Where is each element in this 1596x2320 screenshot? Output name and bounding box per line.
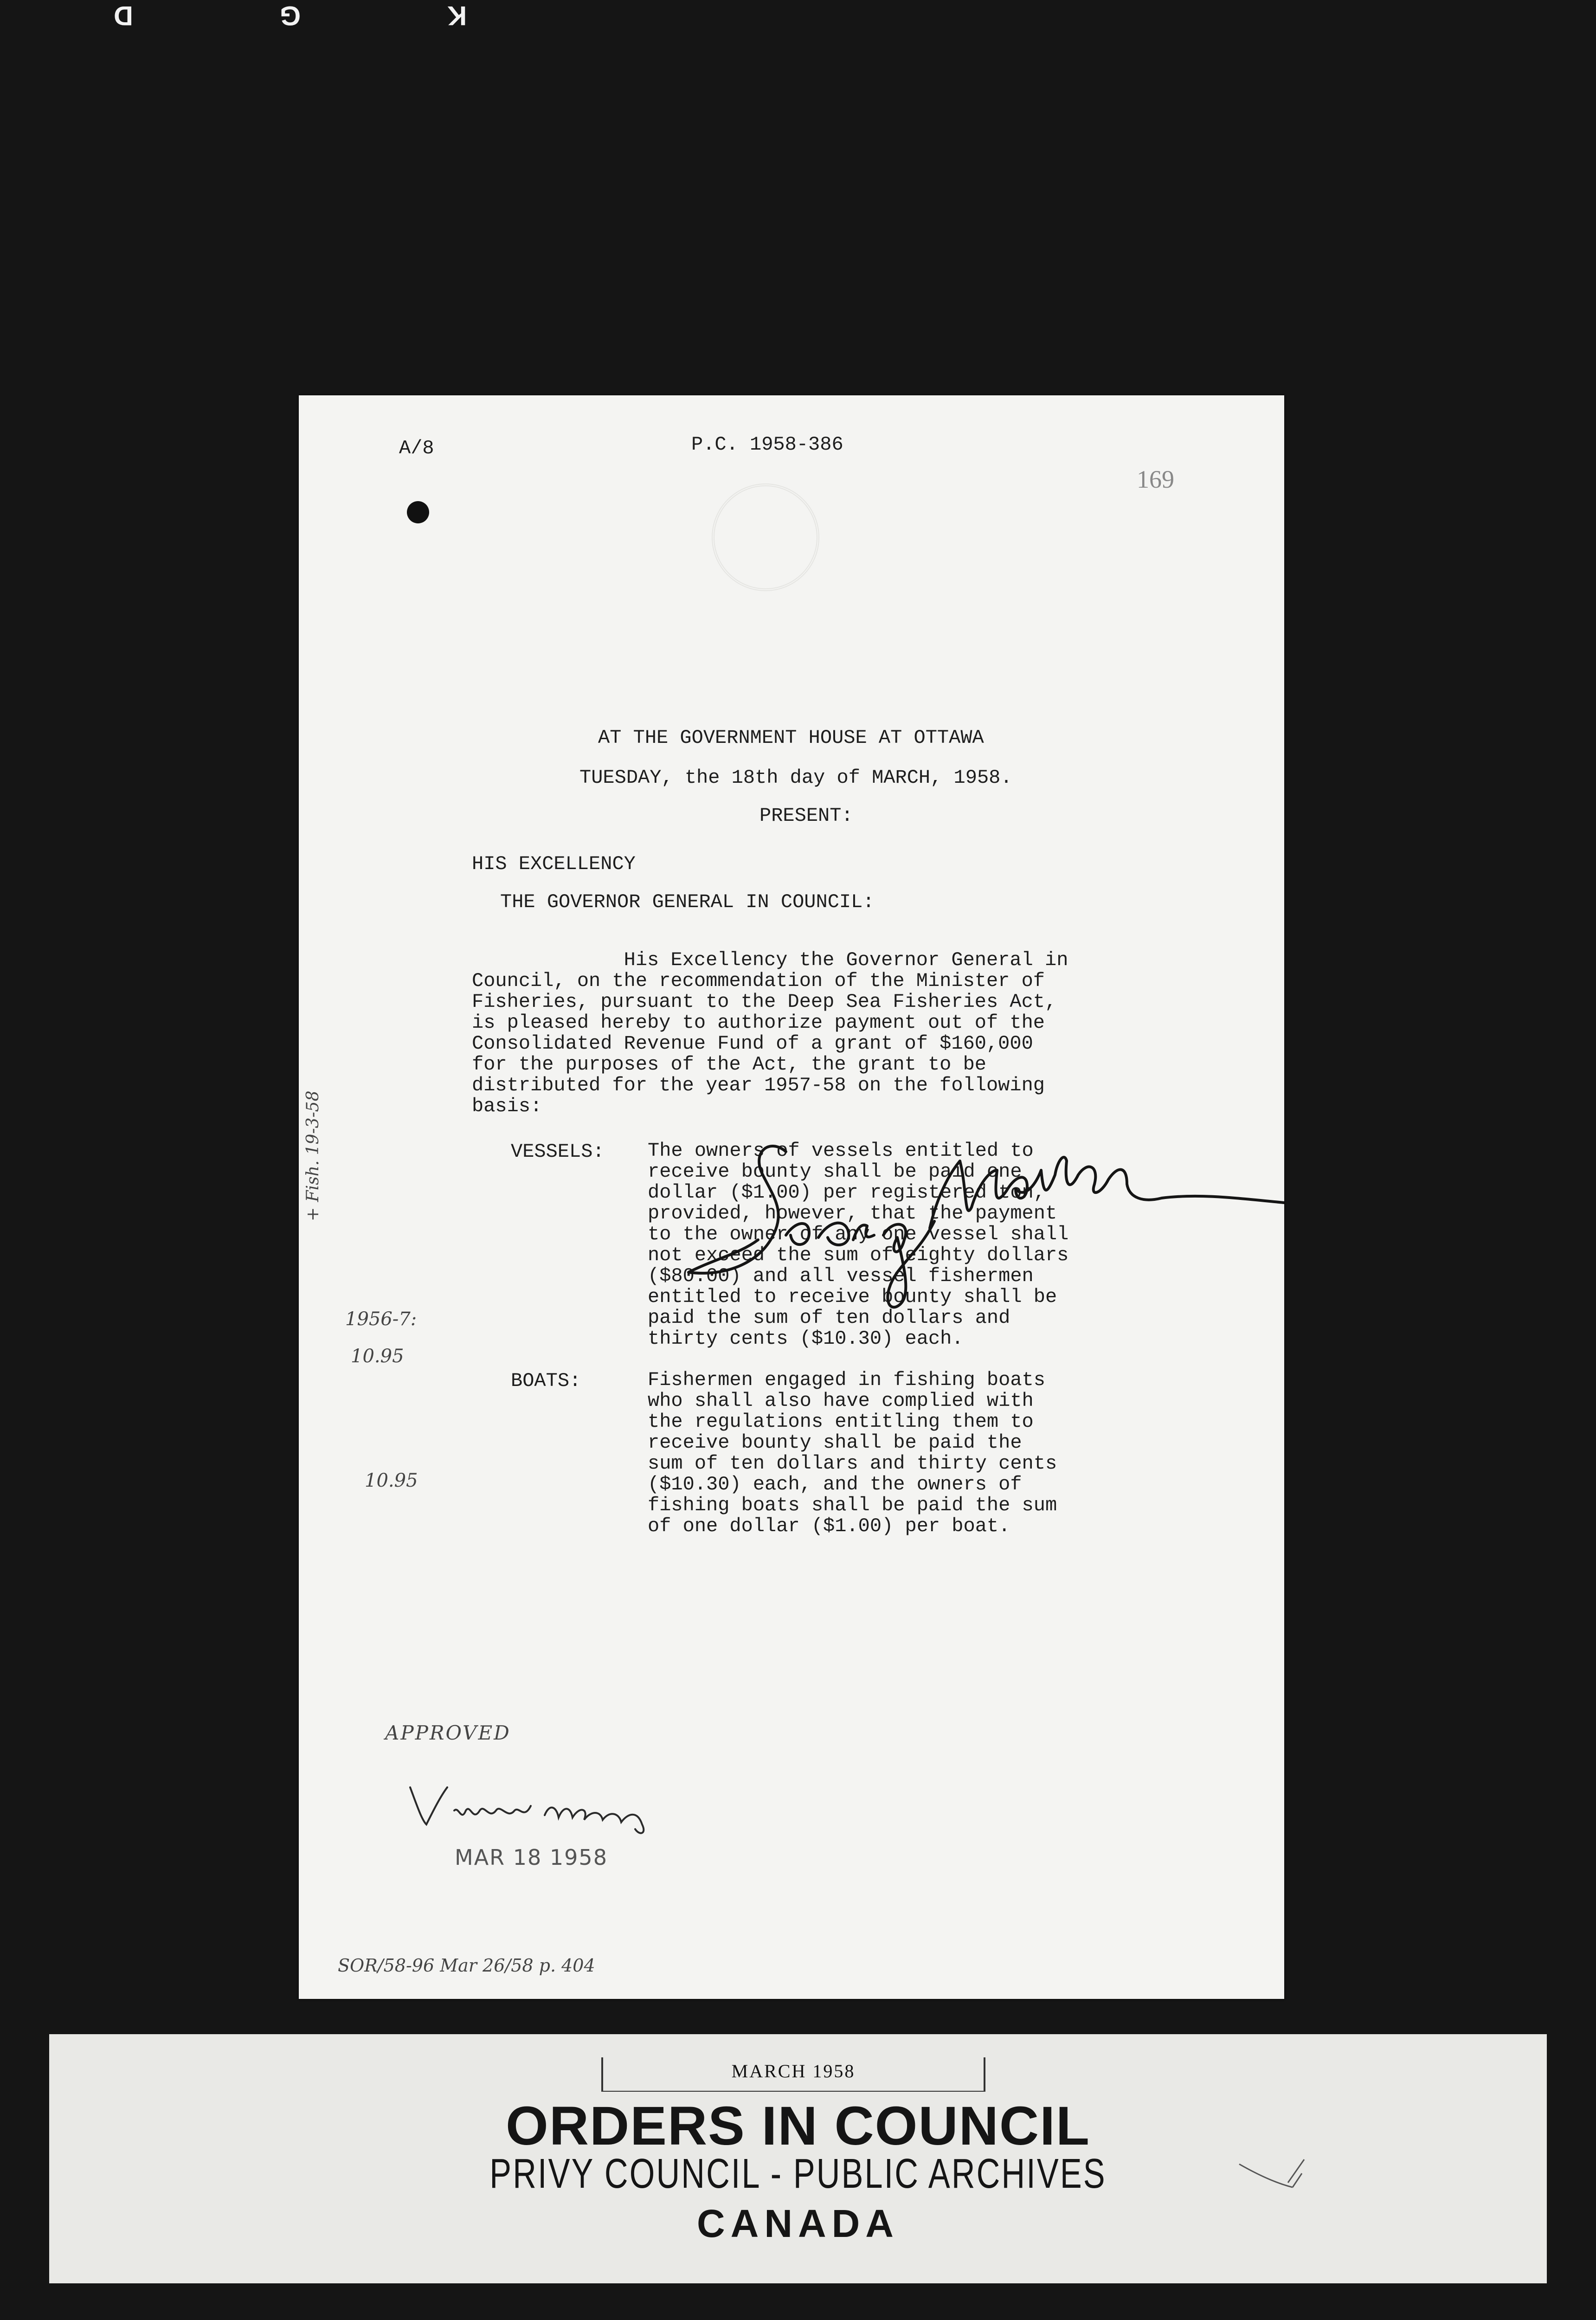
banner-date-box: MARCH 1958 — [601, 2057, 985, 2092]
margin-note-1: 1956-7: — [345, 1308, 417, 1330]
banner-country: CANADA — [697, 2202, 899, 2245]
margin-note-3: 10.95 — [365, 1470, 418, 1491]
document-page — [299, 395, 1284, 1999]
margin-note-2: 10.95 — [351, 1346, 404, 1367]
his-excellency: HIS EXCELLENCY — [472, 853, 636, 875]
pc-number: P.C. 1958-386 — [691, 433, 843, 456]
pencil-mark — [1237, 2155, 1306, 2197]
minister-signature — [670, 1119, 1284, 1323]
page-number: 169 — [1137, 465, 1174, 493]
banner-subtitle: PRIVY COUNCIL - PUBLIC ARCHIVES — [489, 2151, 1107, 2197]
approver-signature — [405, 1778, 665, 1838]
governor-general: THE GOVERNOR GENERAL IN COUNCIL: — [500, 891, 875, 913]
boats-text: Fishermen engaged in fishing boats who shall also have complied with the regulations entitling them to receive bounty shall be paid the sum of ten dollars and thirty cents ($10.30) each, and the owners of fishing boats shall be paid the sum of one dollar ($1.00) per boat. — [648, 1369, 1057, 1537]
archive-banner — [49, 2034, 1547, 2283]
corner-marks: K G D — [44, 0, 467, 31]
banner-title: ORDERS IN COUNCIL — [506, 2095, 1090, 2157]
heading: AT THE GOVERNMENT HOUSE AT OTTAWA — [598, 727, 984, 749]
boats-label: BOATS: — [511, 1370, 581, 1392]
present-label: PRESENT: — [759, 805, 853, 827]
date-line: TUESDAY, the 18th day of MARCH, 1958. — [579, 767, 1012, 789]
file-code: A/8 — [399, 437, 434, 459]
embossed-seal — [712, 483, 819, 591]
margin-note-vertical: + Fish. 19-3-58 — [303, 1090, 322, 1221]
body-paragraph: His Excellency the Governor General in Council, on the recommendation of the Minister of Fisheries, pursuant to the Deep Sea Fisheries Act, is pleased hereby to authorize payment out of the Consolidated Revenue Fund of a grant of $160,000 for the purposes of the Act, the grant to be distributed for the year 1957-58 on the following basis: — [472, 949, 1068, 1117]
vessels-label: VESSELS: — [511, 1141, 605, 1163]
vessels-text: The owners of vessels entitled to receive bounty shall be paid one dollar ($1.00) per registered ton, provided, however, that the payment to the owner of any one vessel shall not exceed the sum of eighty dollars ($80.00) and all vessel fishermen entitled to receive bounty shall be paid the sum of ten dollars and thirty cents ($10.30) each. — [648, 1140, 1069, 1350]
punch-hole-dot — [407, 501, 429, 523]
approval-date-stamp: MAR 18 1958 — [455, 1845, 608, 1870]
sor-note: SOR/58-96 Mar 26/58 p. 404 — [338, 1955, 595, 1976]
approved-label: APPROVED — [385, 1721, 511, 1744]
